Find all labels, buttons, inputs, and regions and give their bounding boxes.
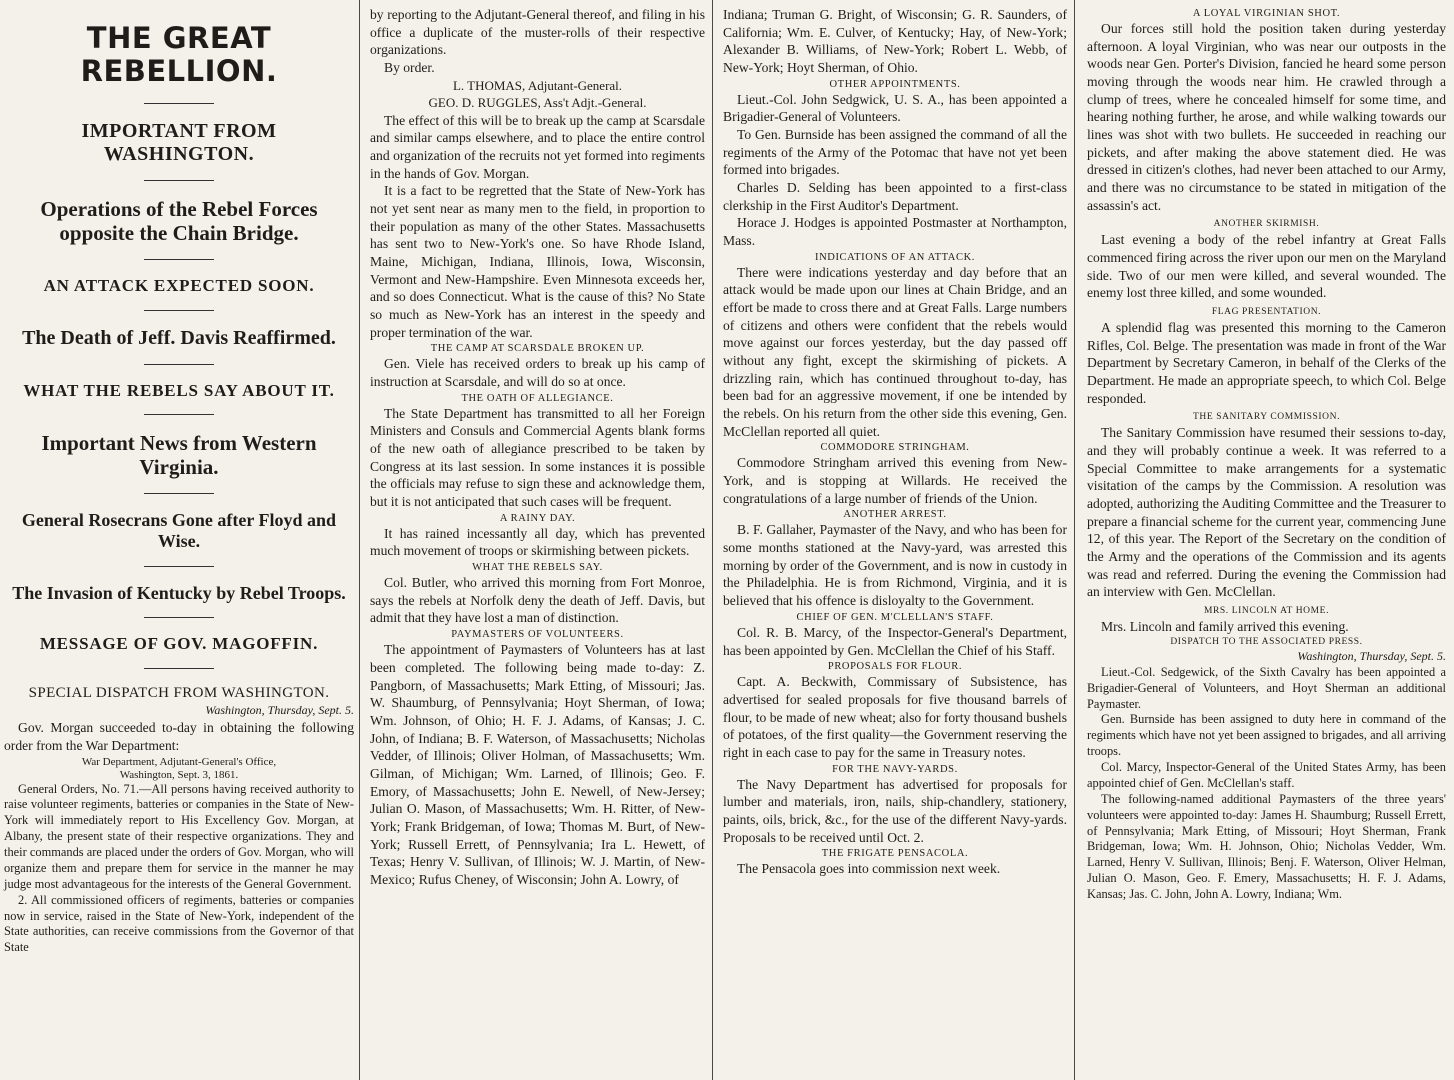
divider <box>144 364 214 365</box>
headline: The Death of Jeff. Davis Reaffirmed. <box>22 326 336 349</box>
paragraph: Capt. A. Beckwith, Commissary of Subsistence, has advertised for sealed proposals for five thousand barrels of flour, to be made of new wheat; also for forty thousand bushels of potatoes, of the first quality—the Government reserving the right in each case to pay for the same in Treasury notes. <box>723 674 1067 760</box>
paragraph: The Sanitary Commission have resumed their sessions to-day, and they will probably continue a week. It was referred to a Special Committee to make arrangements for a systematic visitation of the camps by the Commission. A resolution was adopted, authorizing the Auditing Committee and the Treasurer to prepare a financial scheme for the current year, commencing June 12, of this year. The Report of the Secretary on the condition of the Army and the operations of the Commission and its agents was read and referred. During the evening the Commission had an interview with Gen. McClellan. <box>1087 425 1446 600</box>
section-heading: PROPOSALS FOR FLOUR. <box>827 661 963 673</box>
divider <box>144 617 214 618</box>
paragraph: The State Department has transmitted to all her Foreign Ministers and Consuls and Commercial Agents blank forms of the new oath of allegiance prescribed to be taken by Congress at its last session. In some instances it is possible the officials may refuse to sign these and acknowledge them, but it is not anticipated that such cases will be frequent. <box>370 405 705 510</box>
headline: MESSAGE OF GOV. MAGOFFIN. <box>39 634 319 654</box>
column-2 <box>360 0 713 1080</box>
column-4 <box>1075 0 1454 1080</box>
divider <box>144 566 214 567</box>
divider <box>144 414 214 415</box>
paragraph: 2. All commissioned officers of regiments, batteries or companies now in service, raised in the State of New-York, independent of the State authorities, can receive commissions from the Governor of that State <box>4 892 354 955</box>
divider <box>144 103 214 104</box>
section-heading: CHIEF OF GEN. M'CLELLAN'S STAFF. <box>796 611 994 623</box>
paragraph: The effect of this will be to break up the camp at Scarsdale and similar camps elsewhere, and to place the entire control and organization of the recruits not yet formed into regiments in the hands of Gov. Morgan. <box>370 112 705 181</box>
paragraph: To Gen. Burnside has been assigned the command of all the regiments of the Army of the Potomac that have not yet been formed into brigades. <box>723 127 1067 178</box>
headline: Important News from Western Virginia. <box>41 431 317 480</box>
paragraph: B. F. Gallaher, Paymaster of the Navy, and who has been for some months stationed at the Navy-yard, was arrested this morning by order of the Government, and is now in custody in the Philadelphia. He is from Richmond, Virginia, and it is believed that his offence is disloyalty to the Government. <box>723 522 1067 609</box>
dateline: Washington, Thursday, Sept. 5. <box>1297 648 1446 663</box>
headline: AN ATTACK EXPECTED SOON. <box>43 275 315 295</box>
section-heading: A LOYAL VIRGINIAN SHOT. <box>1192 8 1341 19</box>
paragraph: The following-named additional Paymasters of the three years' volunteers were appointed to-day: James H. Shaumburg; Russell Errett, of Pennsylvania; Mark Etting, of Missouri; Hoyt Sherman, Frank Bridgeman, Iowa; Wm. H. Johnson, Ohio; Nicholas Vedder, Wm. Larned, Henry V. Sullivan, Illinois; Benj. F. Waterson, Oliver Helman, Julian O. Mason, Geo. F. Emery, Massachusetts; H. F. J. Adams, Kansas; Jas. C. John, John A. Lowry, Indiana; Wm. <box>1087 791 1446 902</box>
order-heading: Washington, Sept. 3, 1861. <box>119 768 239 781</box>
paragraph: Col. R. B. Marcy, of the Inspector-General's Department, has been appointed by Gen. McClellan the Chief of his Staff. <box>723 624 1067 658</box>
section-heading: FOR THE NAVY-YARDS. <box>832 763 958 775</box>
divider <box>144 668 214 669</box>
headline: The Invasion of Kentucky by Rebel Troops. <box>12 582 346 603</box>
paragraph: Lieut.-Col. John Sedgwick, U. S. A., has been appointed a Brigadier-General of Volunteers. <box>723 91 1067 125</box>
paragraph: The Navy Department has advertised for proposals for lumber and materials, iron, nails, ship-chandlery, stationery, paints, oils, brick, &c., for the use of the different Navy-yards. Proposals to be received until Oct. 2. <box>723 776 1067 845</box>
paragraph: by reporting to the Adjutant-General thereof, and filing in his office a duplicate of the muster-rolls of their respective organizations. <box>370 7 705 58</box>
section-heading: A RAINY DAY. <box>499 512 576 524</box>
section-heading: INDICATIONS OF AN ATTACK. <box>814 251 975 263</box>
section-heading: THE SANITARY COMMISSION. <box>1192 412 1341 423</box>
paragraph: Mrs. Lincoln and family arrived this evening. <box>1101 619 1349 635</box>
paragraph: The Pensacola goes into commission next week. <box>737 861 1001 877</box>
column-3 <box>713 0 1075 1080</box>
masthead: THE GREAT REBELLION. <box>80 21 278 89</box>
section-heading: ANOTHER SKIRMISH. <box>1213 219 1320 230</box>
signature: L. THOMAS, Adjutant-General. <box>452 77 623 93</box>
paragraph: By order. <box>384 60 435 76</box>
signature: GEO. D. RUGGLES, Ass't Adjt.-General. <box>428 94 647 110</box>
divider <box>144 180 214 181</box>
section-heading: MRS. LINCOLN AT HOME. <box>1203 606 1330 617</box>
section-heading: DISPATCH TO THE ASSOCIATED PRESS. <box>1170 636 1363 647</box>
column-1 <box>0 0 360 1080</box>
order-heading: War Department, Adjutant-General's Office, <box>81 755 277 768</box>
divider <box>144 259 214 260</box>
paragraph: A splendid flag was presented this morning to the Cameron Rifles, Col. Belge. The presentation was made in front of the War Department by Secretary Cameron, in behalf of the Clerks of the Department. He made an appropriate speech, to which Col. Belge responded. <box>1087 320 1446 406</box>
paragraph: Gov. Morgan succeeded to-day in obtaining the following order from the War Department: <box>4 720 354 753</box>
paragraph: Gen. Viele has received orders to break up his camp of instruction at Scarsdale, and will do so at once. <box>370 356 705 390</box>
headline: IMPORTANT FROM WASHINGTON. <box>81 119 277 165</box>
headline: General Rosecrans Gone after Floyd and Wise. <box>21 510 337 552</box>
paragraph: Charles D. Selding has been appointed to a first-class clerkship in the First Auditor's Department. <box>723 180 1067 213</box>
divider <box>144 310 214 311</box>
paragraph: It has rained incessantly all day, which has prevented much movement of troops or skirmishing between pickets. <box>370 525 705 559</box>
section-heading: THE FRIGATE PENSACOLA. <box>821 848 969 860</box>
paragraph: Col. Marcy, Inspector-General of the United States Army, has been appointed chief of Gen. McClellan's staff. <box>1087 760 1446 790</box>
paragraph: It is a fact to be regretted that the State of New-York has not yet sent near as many men to the field, in proportion to their population as many of the other States. Massachusetts has sent two to New-York's one. So have Rhode Island, Maine, Michigan, Indiana, Illinois, Iowa, Wisconsin, Vermont and New-Hampshire. Even Minnesota exceeds her, and so does Connecticut. What is the cause of this? No State so much as New-York has an interest in the speedy and proper termination of the war. <box>370 183 705 340</box>
paragraph: There were indications yesterday and day before that an attack would be made upon our lines at Chain Bridge, and an effort be made to cross there and at Great Falls. Large numbers of citizens and others were confident that the rebels would move against our forces yesterday, but the day passed off without any fight, except the skirmishing of pickets. A drizzling rain, which has continued throughout to-day, has been bad for an aggressive movement, if one be intended by the rebels. On his return from the other side this evening, Gen. McClellan reported all quiet. <box>723 264 1067 439</box>
section-heading: PAYMASTERS OF VOLUNTEERS. <box>451 629 624 641</box>
section-heading: THE CAMP AT SCARSDALE BROKEN UP. <box>430 343 645 355</box>
paragraph: General Orders, No. 71.—All persons having received authority to raise volunteer regiments, batteries or companies in the State of New-York will immediately report to His Excellency Gov. Morgan, at Albany, the present state of their respective organizations. They and their commands are placed under the orders of Gov. Morgan, who will organize them and prepare them for service in the manner he may judge most advantageous for the interests of the General Government. <box>4 781 354 891</box>
section-heading: ANOTHER ARREST. <box>843 509 947 521</box>
headline: Operations of the Rebel Forces opposite the Chain Bridge. <box>40 196 318 245</box>
headline: WHAT THE REBELS SAY ABOUT IT. <box>23 380 335 400</box>
dateline: Washington, Thursday, Sept. 5. <box>205 703 354 718</box>
paragraph: Our forces still hold the position taken during yesterday afternoon. A loyal Virginian, who was near our outposts in the woods near Gen. Porter's Division, fancied he heard some person moving through the woods near him. He crawled through a clump of trees, where he concealed himself for some time, and hearing nothing further, he arose, and while walking towards our lines was shot with two bullets. He succeeded in reaching our pickets, and after making the above statement died. He was dressed in citizen's clothes, had never been attached to our Army, and there was no circumstance to be stated in mitigation of the assassin's act. <box>1087 21 1446 213</box>
divider <box>144 493 214 494</box>
section-heading: FLAG PRESENTATION. <box>1211 307 1322 318</box>
section-heading: COMMODORE STRINGHAM. <box>820 442 970 454</box>
paragraph: The appointment of Paymasters of Volunteers has at last been completed. The following being made to-day: Z. Pangborn, of Massachusetts; Mark Etting, of Missouri; Jas. W. Shaumburg, of Pennsylvania; Hoyt Sherman, of Iowa; Wm. Johnson, of Ohio; H. F. J. Adams, of Kansas; J. C. John, of Indiana; B. F. Waterson, of Massachusetts; Nicholas Vedder, of Illinois; Oliver Holman, of Massachusetts; Wm. Gilman, of Michigan; Wm. Larned, of Illinois; Geo. F. Emory, of Massachusetts; John E. Newell, of New-Jersey; Julian O. Mason, of Massachusetts; Wm. H. Ritter, of New-York; Frank Bridgeman, of Iowa; Thomas M. Burt, of New-York; Russell Errett, of Pennsylvania; Ira L. Hewett, of Texas; Henry V. Sullivan, of Illinois; W. J. Martin, of New-Mexico; Rufus Cheney, of Wisconsin; John A. Lowry, of <box>370 642 705 887</box>
paragraph: Horace J. Hodges is appointed Postmaster at Northampton, Mass. <box>723 215 1067 249</box>
paragraph: Col. Butler, who arrived this morning from Fort Monroe, says the rebels at Norfolk deny the death of Jeff. Davis, but admit that they have lost a man of distinction. <box>370 575 705 626</box>
section-heading: OTHER APPOINTMENTS. <box>829 78 961 90</box>
section-heading: THE OATH OF ALLEGIANCE. <box>461 392 614 404</box>
section-heading: WHAT THE REBELS SAY. <box>472 562 603 574</box>
paragraph: Indiana; Truman G. Bright, of Wisconsin; G. R. Saunders, of California; Wm. E. Culver, of Kentucky; Hay, of New-York; Alexander B. Williams, of New-York; Robert L. Webb, of New-York; Hoyt Sherman, of Ohio. <box>723 7 1067 76</box>
dispatch-title: SPECIAL DISPATCH FROM WASHINGTON. <box>28 684 330 701</box>
paragraph: Commodore Stringham arrived this evening from New-York, and is stopping at Willards. He received the congratulations of a large number of friends of the Union. <box>723 455 1067 506</box>
paragraph: Lieut.-Col. Sedgewick, of the Sixth Cavalry has been appointed a Brigadier-General of Volunteers, and Hoyt Sherman an additional Paymaster. <box>1087 664 1446 711</box>
paragraph: Gen. Burnside has been assigned to duty here in command of the regiments which have not yet been assigned to brigades, and all arriving troops. <box>1087 712 1446 759</box>
paragraph: Last evening a body of the rebel infantry at Great Falls commenced firing across the river upon our men on the Maryland side. Two of our men were killed, and several wounded. The enemy lost three killed, and some wounded. <box>1087 232 1446 301</box>
